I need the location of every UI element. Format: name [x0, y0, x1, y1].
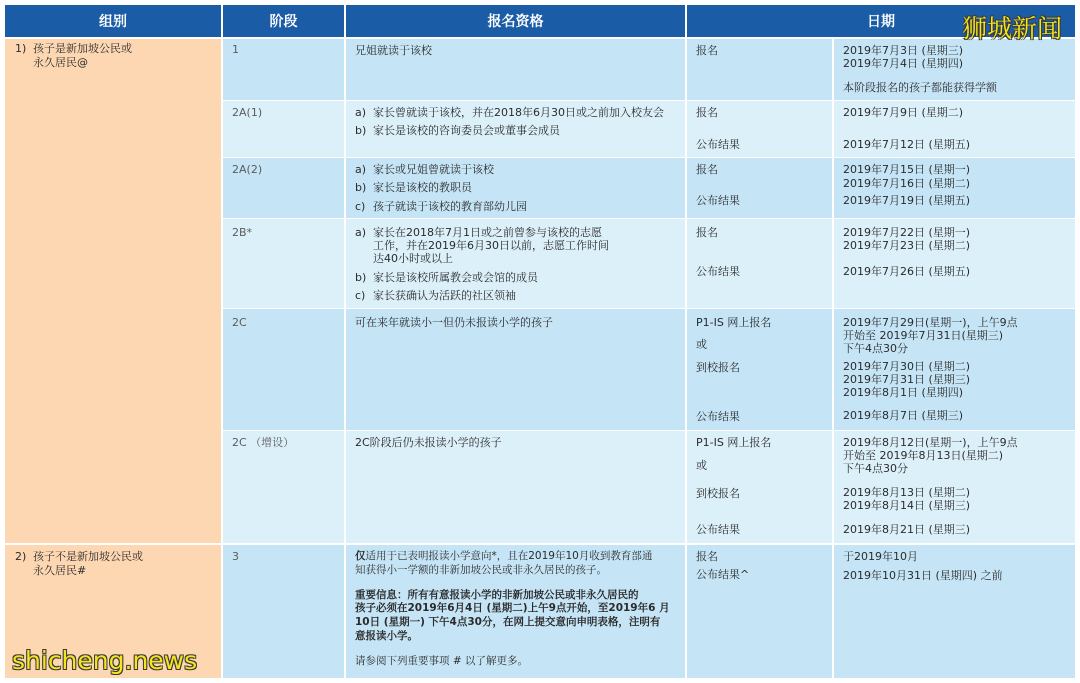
header-date-label: 日期	[867, 14, 895, 30]
important-info-line: 10日 (星期一) 下午4点30分，在网上提交意向申明表格，注明有	[355, 616, 661, 628]
eligibility-line: 家长曾就读于该校，并在2018年6月30日或之前加入校友会	[373, 106, 664, 119]
group-number: 1)	[15, 42, 27, 55]
date-line: 2019年7月15日 (星期一)	[843, 163, 971, 176]
group-label-line: 永久居民#	[33, 564, 87, 577]
date-line: 2019年8月12日(星期一)，上午9点	[843, 436, 1018, 449]
eligibility-cell	[346, 431, 685, 543]
action-label: 公布结果	[696, 523, 740, 536]
stage-label: 2A(1)	[232, 106, 263, 119]
date-line: 2019年7月9日 (星期二)	[843, 106, 964, 119]
header-eligibility-label: 报名资格	[487, 14, 544, 30]
eligibility-marker: a)	[355, 106, 367, 119]
eligibility-line: 家长或兄姐曾就读于该校	[373, 163, 494, 176]
eligibility-cell	[346, 309, 685, 430]
date-line: 开始至 2019年8月13日(星期二)	[843, 449, 1004, 462]
date-line: 2019年7月30日 (星期二)	[843, 360, 971, 373]
stage-cell	[223, 309, 344, 430]
action-cell	[687, 431, 832, 543]
action-label: 到校报名	[696, 487, 740, 500]
action-label: P1-IS 网上报名	[696, 436, 772, 449]
important-info-line: 意报读小学。	[355, 630, 418, 642]
date-line: 2019年7月29日(星期一)，上午9点	[843, 316, 1018, 329]
header-stage-cell	[223, 5, 344, 37]
date-cell	[834, 101, 1075, 157]
important-info-line: 孩子必须在2019年6月4日 (星期二)上午9点开始，至2019年6 月	[355, 602, 670, 614]
date-line: 2019年7月26日 (星期五)	[843, 265, 971, 278]
action-cell	[687, 545, 832, 678]
header-eligibility-cell	[346, 5, 685, 37]
date-cell	[834, 39, 1075, 100]
eligibility-line: 家长在2018年7月1日或之前曾参与该校的志愿	[373, 226, 602, 239]
eligibility-line: 家长是该校的教职员	[373, 181, 472, 194]
header-group-cell	[5, 5, 221, 37]
group-label-line: 孩子是新加坡公民或	[33, 42, 132, 55]
eligibility-marker: b)	[355, 124, 367, 137]
eligibility-cell	[346, 545, 685, 678]
date-line: 2019年7月22日 (星期一)	[843, 226, 971, 239]
date-line: 2019年10月31日 (星期四) 之前	[843, 569, 1003, 582]
eligibility-line: 工作，并在2019年6月30日以前，志愿工作时间	[373, 239, 609, 252]
eligibility-cell	[346, 101, 685, 157]
action-label: 到校报名	[696, 361, 740, 374]
stage-cell	[223, 39, 344, 100]
header-stage-label: 阶段	[269, 14, 298, 30]
date-line: 2019年8月14日 (星期三)	[843, 499, 971, 512]
eligibility-line: 兄姐就读于该校	[355, 44, 432, 57]
action-cell	[687, 309, 832, 430]
stage-cell	[223, 158, 344, 218]
action-cell	[687, 158, 832, 218]
action-cell	[687, 101, 832, 157]
action-label: 或	[696, 338, 707, 351]
eligibility-line: 家长是该校的咨询委员会或董事会成员	[373, 124, 560, 137]
date-line: 2019年8月21日 (星期三)	[843, 523, 971, 536]
eligibility-marker: a)	[355, 226, 367, 239]
eligibility-line: 达40小时或以上	[373, 252, 453, 265]
eligibility-line: 可在来年就读小一但仍未报读小学的孩子	[355, 316, 553, 329]
action-label: P1-IS 网上报名	[696, 316, 772, 329]
action-label: 公布结果	[696, 265, 740, 278]
eligibility-line: 家长是该校所属教会或会馆的成员	[373, 271, 538, 284]
date-cell	[834, 431, 1075, 543]
action-label: 公布结果	[696, 194, 740, 207]
action-label: 报名	[696, 106, 718, 119]
eligibility-marker: b)	[355, 271, 367, 284]
action-label: 报名	[696, 163, 718, 176]
group-number: 2)	[15, 550, 27, 563]
important-info-line: 重要信息：所有有意报读小学的非新加坡公民或非永久居民的	[355, 589, 639, 601]
action-cell	[687, 219, 832, 308]
brand-watermark-url: shicheng.news	[12, 646, 198, 675]
date-cell	[834, 309, 1075, 430]
date-line: 下午4点30分	[843, 342, 908, 355]
eligibility-cell	[346, 158, 685, 218]
eligibility-marker: a)	[355, 163, 367, 176]
eligibility-cell	[346, 39, 685, 100]
date-cell	[834, 158, 1075, 218]
action-label: 报名	[696, 550, 718, 563]
action-label: 公布结果	[696, 410, 740, 423]
group-1-cell	[5, 39, 221, 543]
stage-cell	[223, 101, 344, 157]
action-label: 报名	[696, 226, 718, 239]
action-label: 或	[696, 459, 707, 472]
action-label: 公布结果	[696, 138, 740, 151]
stage-cell	[223, 219, 344, 308]
eligibility-line	[355, 550, 652, 563]
reference-note: 请参阅下列重要事项 # 以了解更多。	[355, 655, 528, 667]
action-cell	[687, 39, 832, 100]
date-cell	[834, 219, 1075, 308]
eligibility-marker: c)	[355, 200, 366, 213]
date-line: 2019年8月1日 (星期四)	[843, 386, 964, 399]
eligibility-line: 家长获确认为活跃的社区领袖	[373, 289, 516, 302]
date-line: 2019年8月7日 (星期三)	[843, 409, 964, 422]
group-label-line: 永久居民@	[33, 56, 88, 69]
date-line: 2019年7月19日 (星期五)	[843, 194, 971, 207]
stage-cell	[223, 545, 344, 678]
date-line: 2019年7月3日 (星期三)	[843, 44, 964, 57]
stage-label: 3	[232, 550, 239, 563]
eligibility-line: 2C阶段后仍未报读小学的孩子	[355, 436, 502, 449]
date-line: 2019年7月31日 (星期三)	[843, 373, 971, 386]
stage-label: 2B*	[232, 226, 253, 239]
date-line: 2019年7月4日 (星期四)	[843, 57, 964, 70]
action-label: 公布结果^	[696, 568, 750, 581]
eligibility-line: 知获得小一学额的非新加坡公民或非永久居民的孩子。	[355, 564, 607, 576]
group-label-line: 孩子不是新加坡公民或	[33, 550, 143, 563]
eligibility-marker: c)	[355, 289, 366, 302]
stage-cell	[223, 431, 344, 543]
date-line: 下午4点30分	[843, 462, 908, 475]
date-line: 2019年7月16日 (星期二)	[843, 177, 971, 190]
date-line: 于2019年10月	[843, 550, 918, 563]
eligibility-cell	[346, 219, 685, 308]
action-label: 报名	[696, 44, 718, 57]
date-note: 本阶段报名的孩子都能获得学额	[843, 81, 997, 94]
eligibility-text: 适用于已表明报读小学意向*，且在2019年10月收到教育部通	[365, 550, 653, 562]
date-line: 2019年8月13日 (星期二)	[843, 486, 971, 499]
stage-label: 2C	[232, 316, 247, 329]
stage-label: 1	[232, 43, 239, 56]
date-line: 开始至 2019年7月31日(星期三)	[843, 329, 1004, 342]
eligibility-emphasis: 仅	[355, 550, 366, 562]
eligibility-marker: b)	[355, 181, 367, 194]
eligibility-line: 孩子就读于该校的教育部幼儿园	[373, 200, 527, 213]
stage-label: 2A(2)	[232, 163, 263, 176]
date-line: 2019年7月12日 (星期五)	[843, 138, 971, 151]
stage-label: 2C （增设）	[232, 436, 295, 449]
brand-watermark-cn: 狮城新闻	[962, 14, 1063, 43]
date-cell	[834, 545, 1075, 678]
date-line: 2019年7月23日 (星期二)	[843, 239, 971, 252]
header-group-label: 组别	[99, 14, 127, 30]
